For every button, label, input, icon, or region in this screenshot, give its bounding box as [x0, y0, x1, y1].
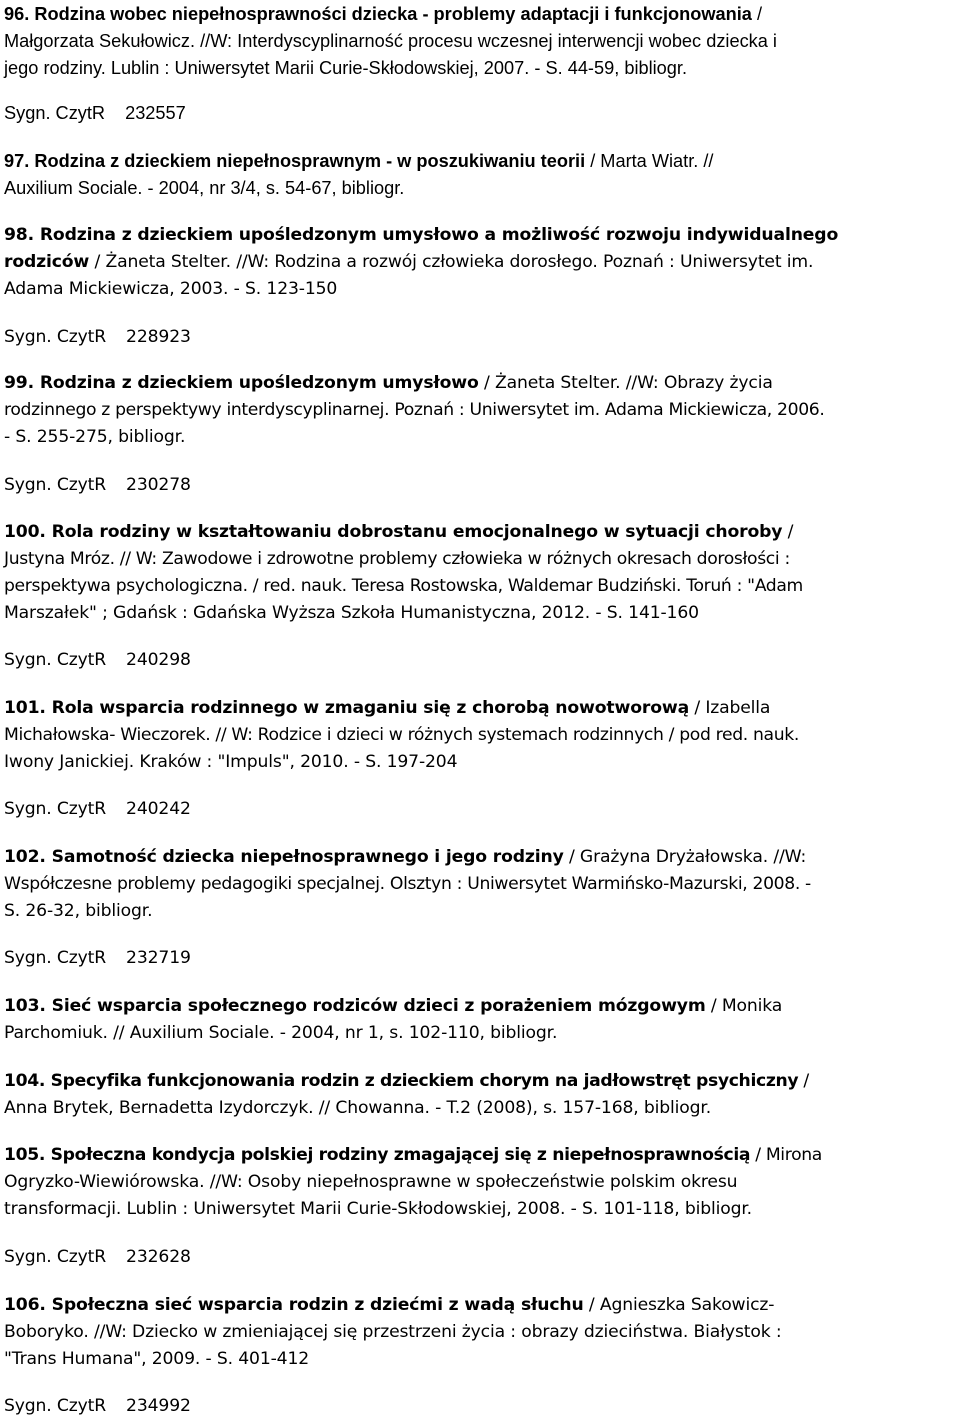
entry-105-line-1: [4, 1142, 822, 1168]
entry-101-line-1: [4, 695, 770, 721]
entry-102-line-2: Współczesne problemy pedagogiki specjalnej. Olsztyn : Uniwersytet Warmińsko-Mazurski, 2008. -: [4, 874, 811, 894]
sygn-number: 234992: [126, 1396, 191, 1416]
entry-100-line-2: Justyna Mróz. // W: Zawodowe i zdrowotne problemy człowieka w różnych okresach dorosłości :: [4, 549, 790, 569]
entry-104-line-2: Anna Brytek, Bernadetta Izydorczyk. // Chowanna. - T.2 (2008), s. 157-168, bibliogr.: [4, 1098, 712, 1118]
entry-105-line-2: Ogryzko-Wiewiórowska. //W: Osoby niepełnosprawne w społeczeństwie polskim okresu: [4, 1172, 738, 1192]
entry-number: 103.: [4, 996, 46, 1016]
entry-text: / Żaneta Stelter. //W: Rodzina a rozwój człowieka dorosłego. Poznań : Uniwersytet im.: [89, 252, 814, 272]
sygn-number: 232557: [125, 103, 186, 123]
entry-103-line-2: Parchomiuk. // Auxilium Sociale. - 2004, nr 1, s. 102-110, bibliogr.: [4, 1023, 558, 1043]
entry-99-signature: [4, 472, 191, 498]
entry-98-signature: [4, 324, 191, 350]
entry-96-line-2: Małgorzata Sekułowicz. //W: Interdyscyplinarność procesu wczesnej interwencji wobec dziecka i: [4, 31, 777, 51]
entry-97-line-1: [4, 148, 713, 174]
sygn-label: Sygn. CzytR: [4, 799, 107, 819]
entry-99-line-2: rodzinnego z perspektywy interdyscyplinarnej. Poznań : Uniwersytet im. Adama Mickiewicza, 2006.: [4, 400, 825, 420]
entry-102-line-1: [4, 844, 806, 870]
entry-102-signature: [4, 945, 191, 971]
entry-100-signature: [4, 647, 191, 673]
entry-number: 105.: [4, 1145, 46, 1165]
entry-96-line-3: jego rodziny. Lublin : Uniwersytet Marii Curie-Skłodowskiej, 2007. - S. 44-59, bibliogr.: [4, 58, 688, 78]
entry-number: 96.: [4, 4, 30, 24]
entry-title-continued: rodziców: [4, 252, 90, 272]
entry-title: Społeczna kondycja polskiej rodziny zmagającej się z niepełnosprawnością: [50, 1145, 751, 1165]
entry-106-signature: [4, 1393, 191, 1419]
entry-96-signature: [4, 100, 186, 126]
entry-text: / Żaneta Stelter. //W: Obrazy życia: [478, 373, 773, 393]
entry-title: Rodzina z dzieckiem niepełnosprawnym - w poszukiwaniu teorii: [34, 151, 586, 171]
entry-99-line-3: - S. 255-275, bibliogr.: [4, 427, 186, 447]
entry-98-line-3: Adama Mickiewicza, 2003. - S. 123-150: [4, 279, 338, 299]
entry-text: / Grażyna Dryżałowska. //W:: [563, 847, 807, 867]
entry-text: / Marta Wiatr. //: [585, 151, 714, 171]
entry-title: Samotność dziecka niepełnosprawnego i jego rodziny: [51, 847, 564, 867]
entry-96-line-1: [4, 1, 762, 27]
entry-105-signature: [4, 1244, 191, 1270]
entry-97-line-2: Auxilium Sociale. - 2004, nr 3/4, s. 54-67, bibliogr.: [4, 178, 405, 198]
entry-text: / Izabella: [689, 698, 771, 718]
entry-title: Społeczna sieć wsparcia rodzin z dziećmi z wadą słuchu: [51, 1295, 584, 1315]
sygn-number: 240242: [126, 799, 191, 819]
entry-106-line-3: "Trans Humana", 2009. - S. 401-412: [4, 1349, 310, 1369]
entry-100-line-3: perspektywa psychologiczna. / red. nauk. Teresa Rostowska, Waldemar Budziński. Toruń : "Adam: [4, 576, 803, 596]
sygn-label: Sygn. CzytR: [4, 103, 106, 123]
sygn-number: 240298: [126, 650, 191, 670]
entry-text: / Agnieszka Sakowicz-: [583, 1295, 775, 1315]
sygn-label: Sygn. CzytR: [4, 1396, 107, 1416]
entry-number: 98.: [4, 225, 34, 245]
sygn-label: Sygn. CzytR: [4, 1247, 107, 1267]
sygn-label: Sygn. CzytR: [4, 327, 107, 347]
entry-text: /: [782, 522, 794, 542]
sygn-number: 232719: [126, 948, 191, 968]
entry-title: Rodzina z dzieckiem upośledzonym umysłowo: [39, 373, 479, 393]
entry-106-line-1: [4, 1292, 774, 1318]
sygn-number: 232628: [126, 1247, 191, 1267]
entry-100-line-1: [4, 519, 793, 545]
entry-number: 102.: [4, 847, 46, 867]
entry-text: /: [751, 4, 763, 24]
entry-98-line-2: [4, 249, 813, 275]
entry-105-line-3: transformacji. Lublin : Uniwersytet Marii Curie-Skłodowskiej, 2008. - S. 101-118, bibliogr.: [4, 1199, 752, 1219]
entry-104-line-1: [4, 1068, 809, 1094]
entry-101-signature: [4, 796, 191, 822]
entry-number: 104.: [4, 1071, 46, 1091]
entry-98-line-1: [4, 222, 838, 248]
sygn-label: Sygn. CzytR: [4, 948, 107, 968]
entry-number: 100.: [4, 522, 46, 542]
entry-number: 101.: [4, 698, 46, 718]
entry-text: /: [798, 1071, 809, 1091]
entry-title: Specyfika funkcjonowania rodzin z dzieckiem chorym na jadłowstręt psychiczny: [50, 1071, 799, 1091]
entry-number: 99.: [4, 373, 34, 393]
entry-106-line-2: Boboryko. //W: Dziecko w zmieniającej się przestrzeni życia : obrazy dzieciństwa. Białystok :: [4, 1322, 782, 1342]
entry-99-line-1: [4, 370, 773, 396]
sygn-number: 230278: [126, 475, 191, 495]
entry-103-line-1: [4, 993, 782, 1019]
entry-title: Rola rodziny w kształtowaniu dobrostanu emocjonalnego w sytuacji choroby: [51, 522, 783, 542]
entry-101-line-2: Michałowska- Wieczorek. // W: Rodzice i dzieci w różnych systemach rodzinnych / pod red. nauk.: [4, 725, 799, 745]
sygn-label: Sygn. CzytR: [4, 650, 107, 670]
entry-100-line-4: Marszałek" ; Gdańsk : Gdańska Wyższa Szkoła Humanistyczna, 2012. - S. 141-160: [4, 603, 699, 623]
entry-number: 106.: [4, 1295, 46, 1315]
entry-title: Rodzina z dzieckiem upośledzonym umysłowo a możliwość rozwoju indywidualnego: [39, 225, 839, 245]
entry-text: / Monika: [705, 996, 783, 1016]
entry-number: 97.: [4, 151, 30, 171]
entry-title: Sieć wsparcia społecznego rodziców dzieci z porażeniem mózgowym: [51, 996, 706, 1016]
entry-101-line-3: Iwony Janickiej. Kraków : "Impuls", 2010. - S. 197-204: [4, 752, 458, 772]
entry-title: Rodzina wobec niepełnosprawności dziecka - problemy adaptacji i funkcjonowania: [34, 4, 752, 24]
sygn-number: 228923: [126, 327, 191, 347]
entry-title: Rola wsparcia rodzinnego w zmaganiu się z chorobą nowotworową: [51, 698, 690, 718]
entry-102-line-3: S. 26-32, bibliogr.: [4, 901, 153, 921]
entry-text: / Mirona: [750, 1145, 822, 1165]
sygn-label: Sygn. CzytR: [4, 475, 107, 495]
